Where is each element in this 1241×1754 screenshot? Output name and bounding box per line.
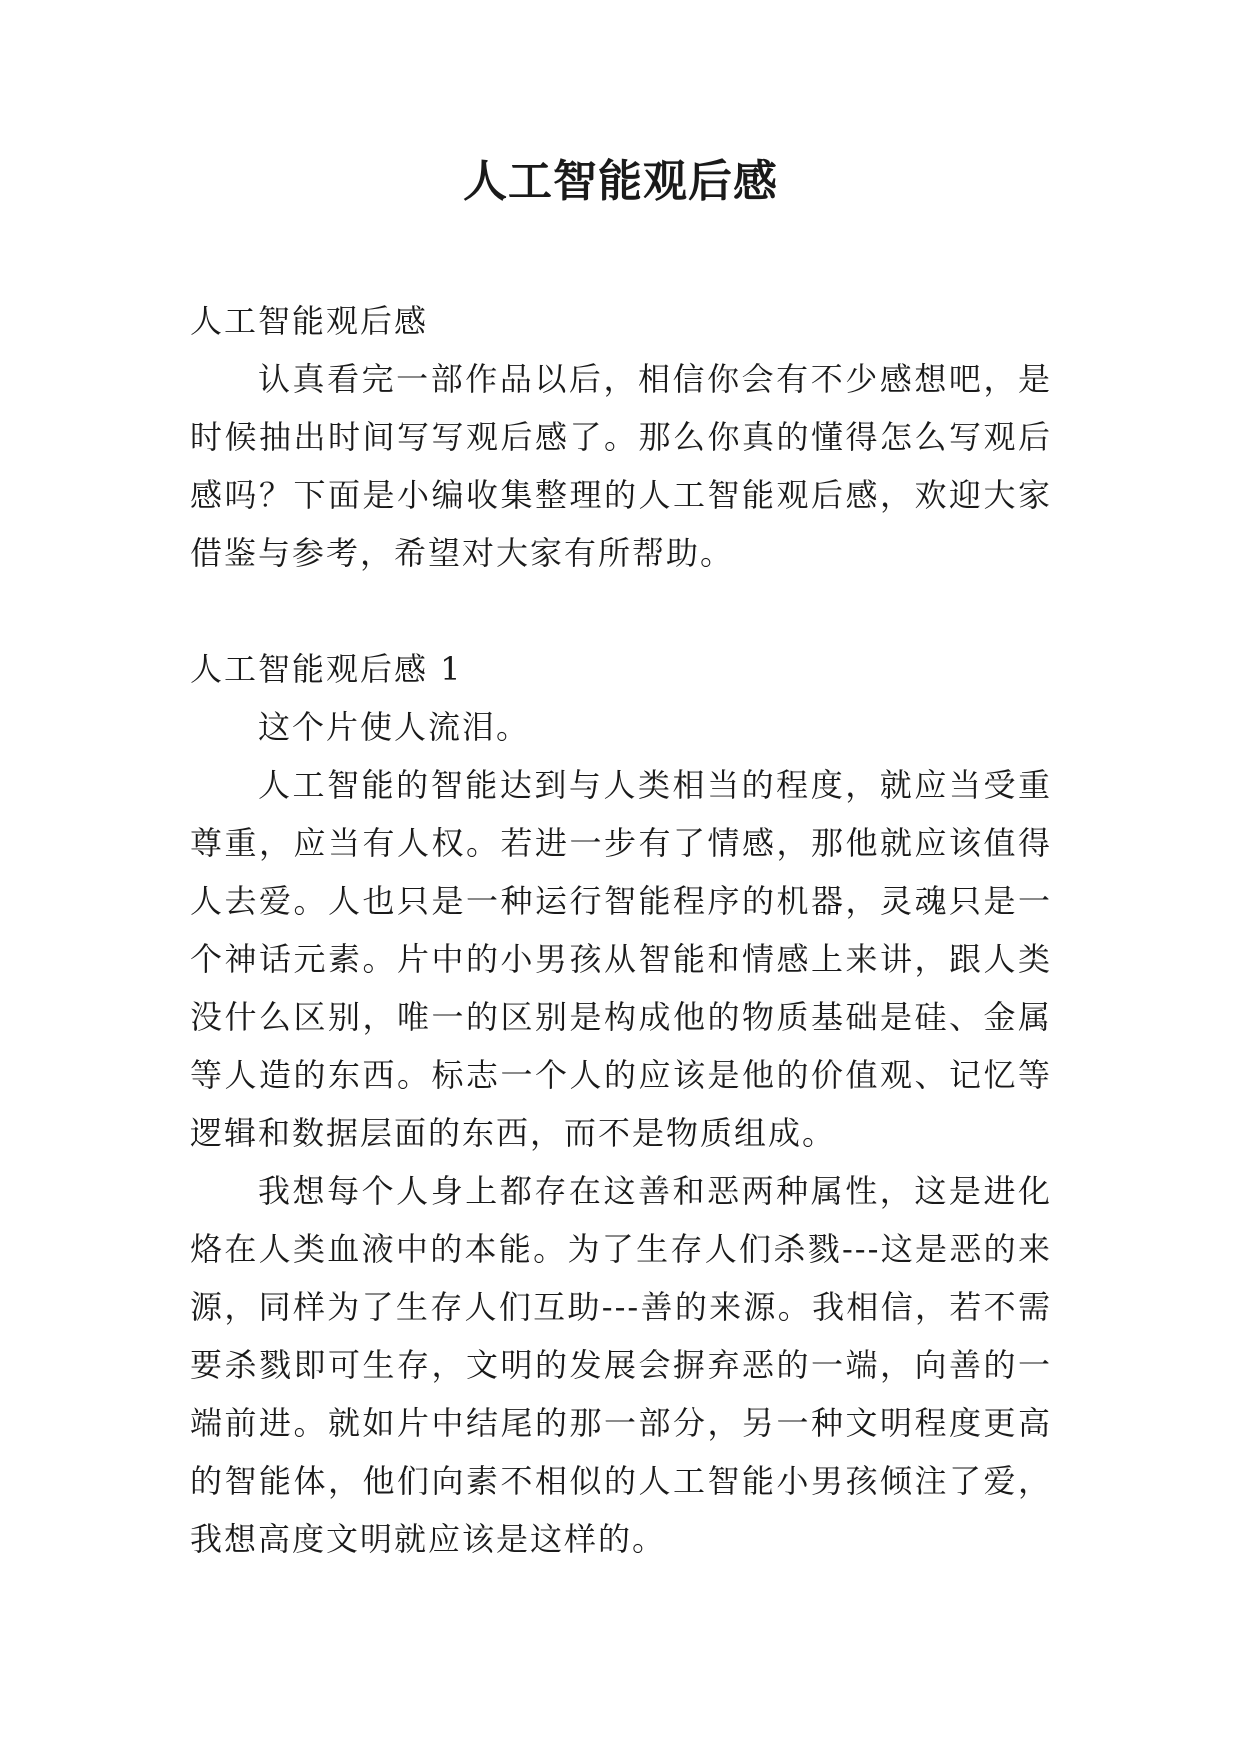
section-heading: 人工智能观后感 1	[190, 650, 463, 688]
body-paragraph: 这个片使人流泪。	[258, 708, 531, 746]
intro-paragraph: 认真看完一部作品以后，相信你会有不少感想吧，是时候抽出时间写写观后感了。那么你真的懂得怎么写观后感吗？下面是小编收集整理的人工智能观后感，欢迎大家借鉴与参考，希望对大家有所帮助。	[190, 360, 1052, 572]
document-body	[190, 292, 1052, 1568]
section-spacer	[190, 582, 1052, 640]
body-paragraph: 我想每个人身上都存在这善和恶两种属性，这是进化烙在人类血液中的本能。为了生存人们杀戮---这是恶的来源，同样为了生存人们互助---善的来源。我相信，若不需要杀戮即可生存，文明的发展会摒弃恶的一端，向善的一端前进。就如片中结尾的那一部分，另一种文明程度更高的智能体，他们向素不相似的人工智能小男孩倾注了爱，我想高度文明就应该是这样的。	[190, 1172, 1052, 1558]
document-title: 人工智能观后感	[463, 156, 778, 207]
body-paragraph: 人工智能的智能达到与人类相当的程度，就应当受重尊重，应当有人权。若进一步有了情感，那他就应该值得人去爱。人也只是一种运行智能程序的机器，灵魂只是一个神话元素。片中的小男孩从智能和情感上来讲，跟人类没什么区别，唯一的区别是构成他的物质基础是硅、金属等人造的东西。标志一个人的应该是他的价值观、记忆等逻辑和数据层面的东西，而不是物质组成。	[190, 766, 1052, 1152]
section-heading: 人工智能观后感	[190, 302, 429, 340]
